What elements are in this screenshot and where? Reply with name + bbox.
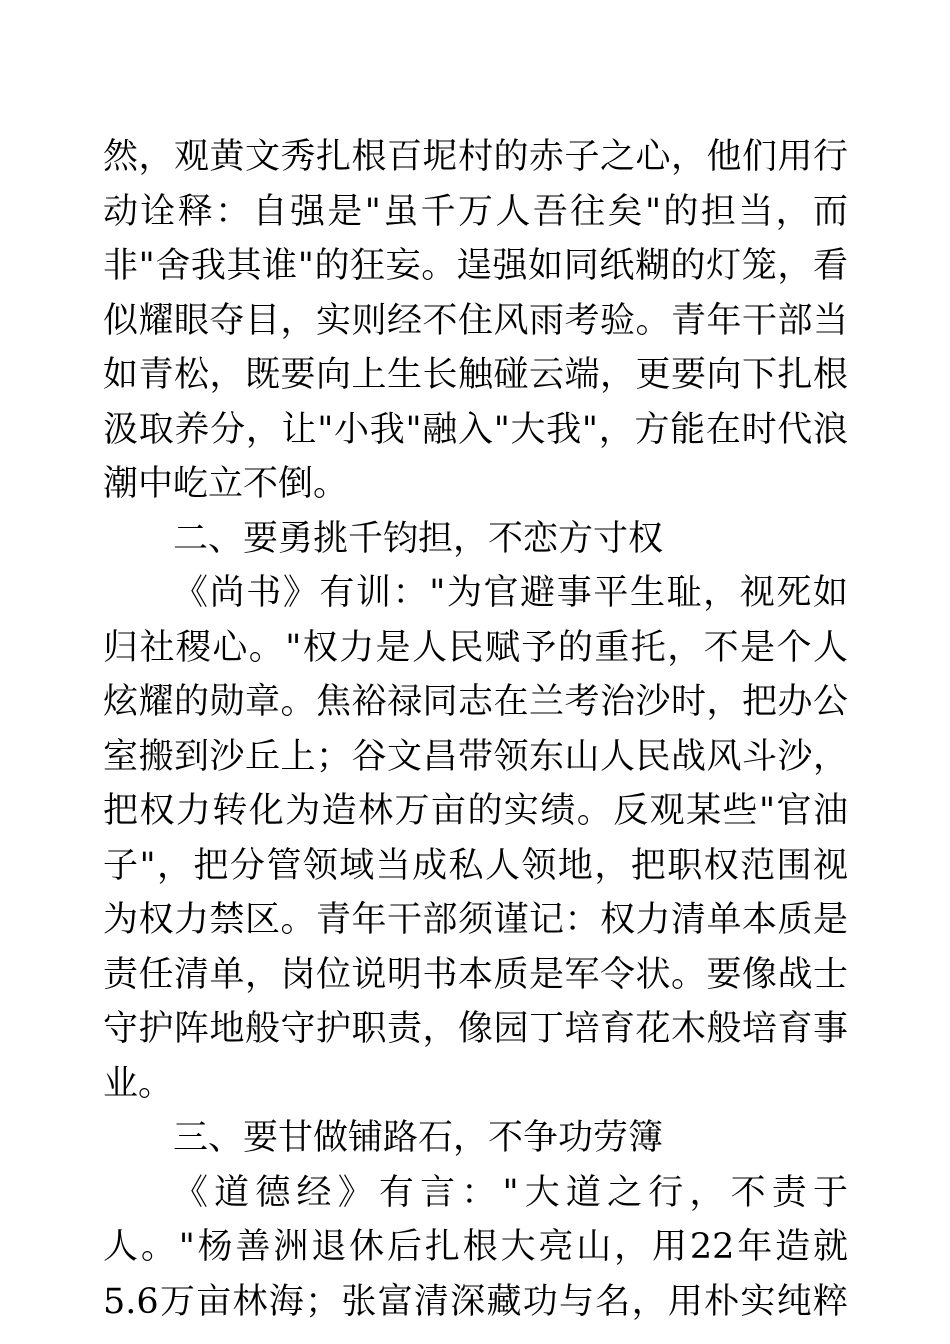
body-line: 归社稷心。"权力是人民赋予的重托，不是个人	[103, 627, 848, 668]
body-line: 为权力禁区。青年干部须谨记：权力清单本质是	[103, 900, 848, 940]
body-line: 《尚书》有训："为官避事平生耻，视死如	[173, 573, 848, 613]
body-line: 子"，把分管领域当成私人领地，把职权范围视	[103, 845, 848, 886]
body-line: 潮中屹立不倒。	[103, 464, 349, 504]
section-heading: 二、要勇挑千钧担，不恋方寸权	[173, 518, 664, 559]
body-line: 责任清单，岗位说明书本质是军令状。要像战士	[103, 954, 848, 995]
body-line: 《道德经》有言："大道之行，不责于	[173, 1172, 848, 1213]
body-line: 似耀眼夺目，实则经不住风雨考验。青年干部当	[103, 300, 848, 341]
body-line: 如青松，既要向上生长触碰云端，更要向下扎根	[103, 355, 848, 395]
body-line: 5.6万亩林海；张富清深藏功与名，用朴实纯粹	[103, 1281, 848, 1322]
body-line: 守护阵地般守护职责，像园丁培育花木般培育事	[103, 1009, 848, 1049]
document-page	[103, 130, 848, 1329]
body-line: 把权力转化为造林万亩的实绩。反观某些"官油	[103, 791, 848, 831]
body-line: 动诠释：自强是"虽千万人吾往矣"的担当，而	[103, 191, 848, 232]
body-line: 业。	[103, 1063, 174, 1104]
section-heading: 三、要甘做铺路石，不争功劳簿	[173, 1118, 664, 1158]
body-line: 汲取养分，让"小我"融入"大我"，方能在时代浪	[103, 409, 848, 450]
body-line: 然，观黄文秀扎根百坭村的赤子之心，他们用行	[103, 137, 848, 177]
body-line: 非"舍我其谁"的狂妄。逞强如同纸糊的灯笼，看	[103, 246, 848, 286]
body-line: 炫耀的勋章。焦裕禄同志在兰考治沙时，把办公	[103, 682, 848, 722]
body-line: 室搬到沙丘上；谷文昌带领东山人民战风斗沙，	[103, 736, 848, 777]
body-line: 人。"杨善洲退休后扎根大亮山，用22年造就	[103, 1227, 848, 1267]
